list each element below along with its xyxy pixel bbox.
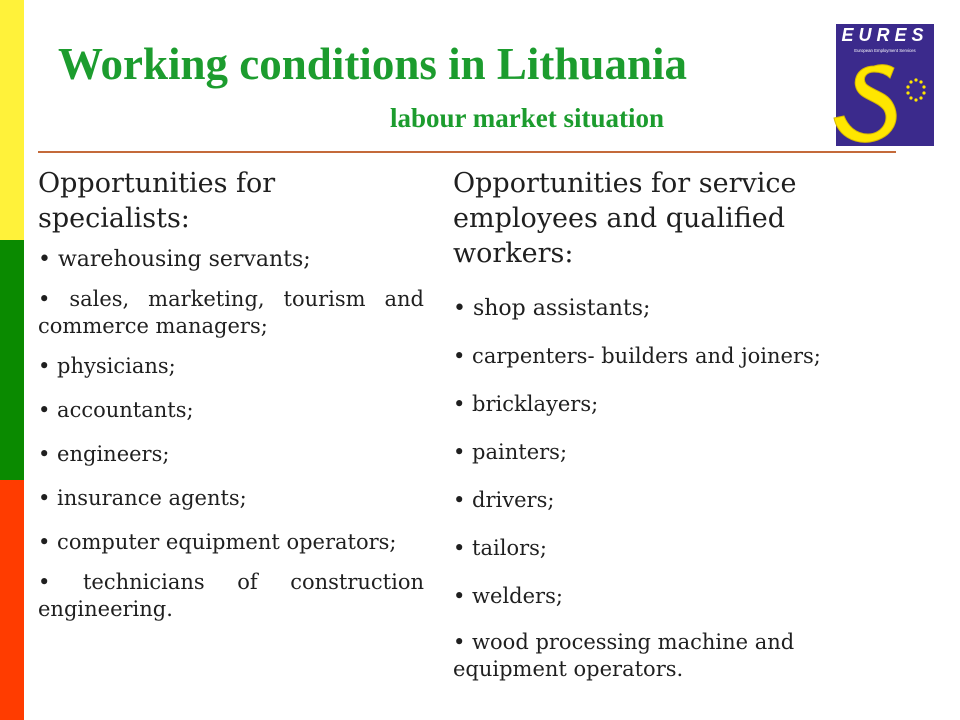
list-item: • carpenters- builders and joiners; — [453, 344, 821, 368]
slide-title: Working conditions in Lithuania — [58, 39, 687, 89]
service-workers-column — [453, 166, 913, 683]
list-item: • sales, marketing, tourism and commerce managers; — [38, 287, 424, 338]
specialists-column — [38, 166, 424, 623]
list-item: • wood processing machine and equipment operators. — [453, 630, 795, 681]
list-item: • physicians; — [38, 354, 176, 378]
list-item: • painters; — [453, 440, 568, 464]
specialists-heading: Opportunities for specialists: — [38, 168, 276, 234]
flag-stripe-yellow — [0, 0, 24, 240]
flag-stripe-red — [0, 480, 24, 720]
list-item: • welders; — [453, 584, 563, 608]
list-item: • accountants; — [38, 398, 194, 422]
service-workers-heading: Opportunities for service employees and qualified workers: — [453, 168, 797, 269]
list-item: • computer equipment operators; — [38, 530, 397, 554]
list-item: • engineers; — [38, 442, 170, 466]
list-item: • warehousing servants; — [38, 247, 311, 272]
list-item: • technicians of construction engineering. — [38, 570, 424, 621]
list-item: • insurance agents; — [38, 486, 247, 510]
flag-stripe-green — [0, 240, 24, 480]
list-item: • tailors; — [453, 536, 547, 560]
eures-logo — [828, 18, 942, 146]
eures-logo-text: EURES — [841, 25, 929, 45]
title-divider — [38, 151, 896, 153]
list-item: • shop assistants; — [453, 296, 651, 321]
list-item: • drivers; — [453, 488, 555, 512]
eures-logo-tagline: European Employment Services — [854, 48, 916, 53]
slide-subtitle: labour market situation — [390, 103, 665, 133]
list-item: • bricklayers; — [453, 392, 599, 416]
